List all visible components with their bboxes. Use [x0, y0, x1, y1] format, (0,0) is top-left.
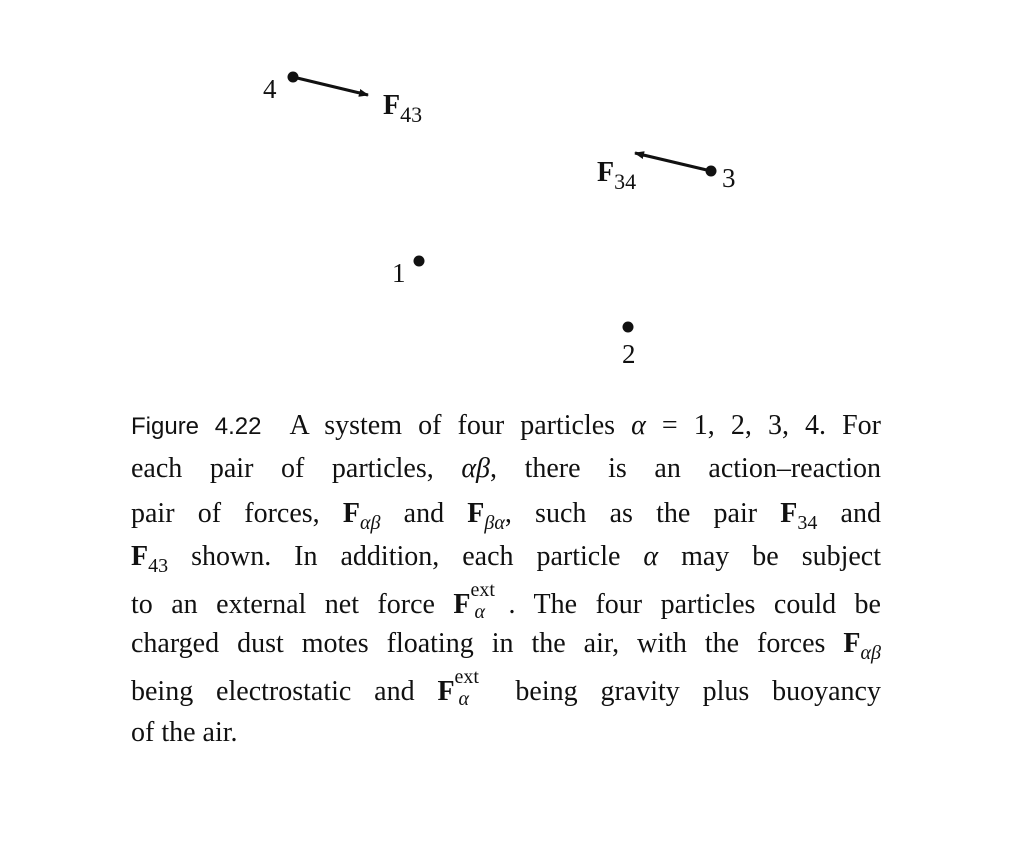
caption-line-7: being electrostatic and F ext α being gravity plus buoyancy [131, 666, 881, 710]
force-arrow-f34 [635, 153, 711, 171]
caption-line-2: each pair of particles, αβ, there is an action–reaction [131, 453, 881, 484]
particle-2-dot [623, 322, 634, 333]
particle-2-label: 2 [622, 339, 636, 369]
particle-1-dot [414, 256, 425, 267]
caption-line-1: Figure 4.22 A system of four particles α = 1, 2, 3, 4. For [131, 410, 881, 441]
caption-line-8: of the air. [131, 717, 238, 748]
caption-line-4: $F_{43}$ shown. In addition, each particle α may be subject [131, 541, 882, 577]
particle-diagram-graphics [0, 0, 1024, 400]
caption-line-3: pair of forces, $F_{\alpha\beta}$ and $F_{\beta\alpha}$, such as the pair $F_{34}$ and [131, 498, 881, 534]
particle-4-label: 4 [263, 74, 277, 104]
particle-diagram [0, 0, 1024, 400]
figure-number: Figure 4.22 [131, 413, 262, 440]
force-arrow-f43 [293, 77, 368, 95]
force-label-f34: $F_{34}$ [597, 157, 637, 194]
particle-3-label: 3 [722, 163, 736, 193]
particle-1-label: 1 [392, 258, 406, 288]
force-label-f43: $F_{43}$ [383, 90, 423, 127]
caption-line-6: charged dust motes floating in the air, with the forces $F_{\alpha\beta}$ [131, 628, 881, 664]
caption-line-5: to an external net force F ext α . The four particles could be [131, 579, 881, 623]
